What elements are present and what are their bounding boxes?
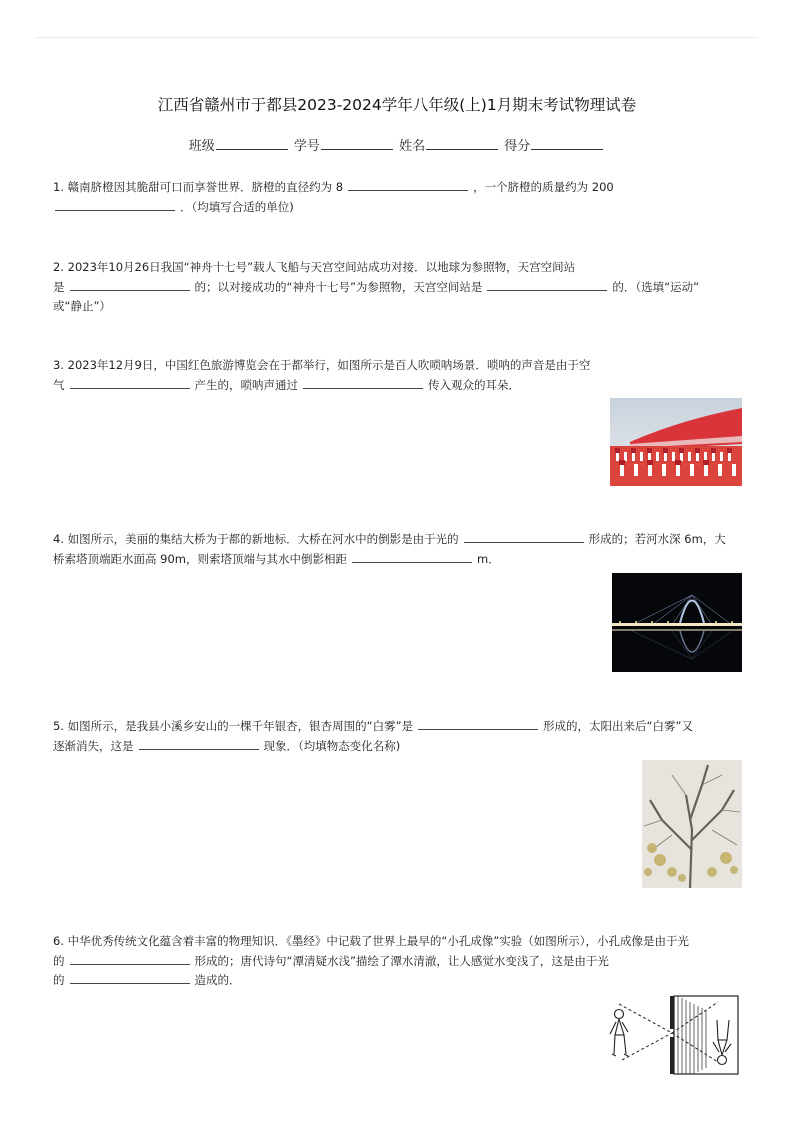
top-divider bbox=[36, 37, 758, 38]
class-label: 班级 bbox=[188, 139, 215, 154]
page-title: 江西省赣州市于都县2023-2024学年八年级(上)1月期末考试物理试卷 bbox=[157, 96, 637, 114]
q4-text-1a: 4. 如图所示，美丽的集结大桥为于都的新地标．大桥在河水中的倒影是由于光的 bbox=[53, 532, 459, 546]
bridge-night-image bbox=[612, 573, 742, 672]
suona-performance-image bbox=[610, 398, 742, 486]
question-1 bbox=[53, 178, 753, 217]
q5-blank-2[interactable] bbox=[139, 737, 259, 750]
q5-text-1b: 形成的，太阳出来后“白雾”又 bbox=[543, 719, 693, 733]
q6-text-3b: 造成的． bbox=[194, 973, 241, 987]
q1-blank-2[interactable] bbox=[55, 198, 175, 211]
name-blank[interactable] bbox=[426, 136, 498, 150]
class-blank[interactable] bbox=[216, 136, 288, 150]
ginkgo-tree-image bbox=[642, 760, 742, 888]
q1-text-b: ，一个脐橙的质量约为 200 bbox=[473, 180, 614, 194]
question-4 bbox=[53, 530, 753, 569]
q1-text-c: ．（均填写合适的单位) bbox=[180, 199, 294, 214]
name-label: 姓名 bbox=[399, 139, 426, 154]
q4-text-2b: m． bbox=[477, 551, 500, 566]
q3-text-2c: 传入观众的耳朵． bbox=[428, 377, 520, 392]
q3-blank-2[interactable] bbox=[303, 376, 423, 389]
q1-text-a: 1. 赣南脐橙因其脆甜可口而享誉世界．脐橙的直径约为 8 bbox=[53, 180, 344, 194]
number-blank[interactable] bbox=[321, 136, 393, 150]
q4-text-1b: 形成的；若河水深 6m，大 bbox=[588, 532, 726, 546]
question-6 bbox=[53, 932, 753, 991]
q4-blank-1[interactable] bbox=[464, 530, 584, 543]
q5-blank-1[interactable] bbox=[418, 717, 538, 730]
score-label: 得分 bbox=[504, 139, 531, 154]
q2-text-2a: 是 bbox=[53, 279, 65, 294]
q2-text-2c: 的．（选填“运动” bbox=[612, 279, 700, 294]
q6-text-1: 6. 中华优秀传统文化蕴含着丰富的物理知识．《墨经》中记载了世界上最早的“小孔成像”实验（如图所示），小孔成像是由于光 bbox=[53, 934, 690, 948]
q3-text-2a: 气 bbox=[53, 377, 65, 392]
number-label: 学号 bbox=[293, 139, 320, 154]
q2-blank-2[interactable] bbox=[487, 278, 607, 291]
student-info-line bbox=[0, 135, 794, 154]
pinhole-imaging-diagram bbox=[600, 990, 744, 1080]
q6-text-2a: 的 bbox=[53, 953, 65, 968]
question-2 bbox=[53, 258, 753, 317]
question-5 bbox=[53, 717, 753, 756]
q4-text-2a: 桥索塔顶端距水面高 90m，则索塔顶端与其水中倒影相距 bbox=[53, 551, 347, 566]
q4-blank-2[interactable] bbox=[352, 550, 472, 563]
q5-text-1a: 5. 如图所示，是我县小溪乡安山的一棵千年银杏，银杏周围的“白雾”是 bbox=[53, 719, 414, 733]
q2-text-2b: 的；以对接成功的“神舟十七号”为参照物，天宫空间站是 bbox=[194, 279, 483, 294]
q5-text-2a: 逐渐消失，这是 bbox=[53, 738, 134, 753]
q6-text-2b: 形成的；唐代诗句“潭清疑水浅”描绘了潭水清澈，让人感觉水变浅了，这是由于光 bbox=[194, 953, 609, 968]
q6-blank-2[interactable] bbox=[70, 971, 190, 984]
q3-text-1: 3. 2023年12月9日，中国红色旅游博览会在于都举行，如图所示是百人吹唢呐场景．唢呐的声音是由于空 bbox=[53, 358, 591, 372]
q6-text-3a: 的 bbox=[53, 973, 65, 987]
q2-text-3: 或“静止”） bbox=[53, 299, 111, 313]
q2-text-1: 2. 2023年10月26日我国“神舟十七号”载人飞船与天宫空间站成功对接．以地球为参照物，天宫空间站 bbox=[53, 260, 576, 274]
q1-blank-1[interactable] bbox=[348, 178, 468, 191]
q3-text-2b: 产生的，唢呐声通过 bbox=[194, 377, 298, 392]
q6-blank-1[interactable] bbox=[70, 952, 190, 965]
q5-text-2b: 现象．（均填物态变化名称) bbox=[263, 738, 401, 753]
question-3 bbox=[53, 356, 753, 395]
q2-blank-1[interactable] bbox=[70, 278, 190, 291]
q3-blank-1[interactable] bbox=[70, 376, 190, 389]
score-blank[interactable] bbox=[531, 136, 603, 150]
